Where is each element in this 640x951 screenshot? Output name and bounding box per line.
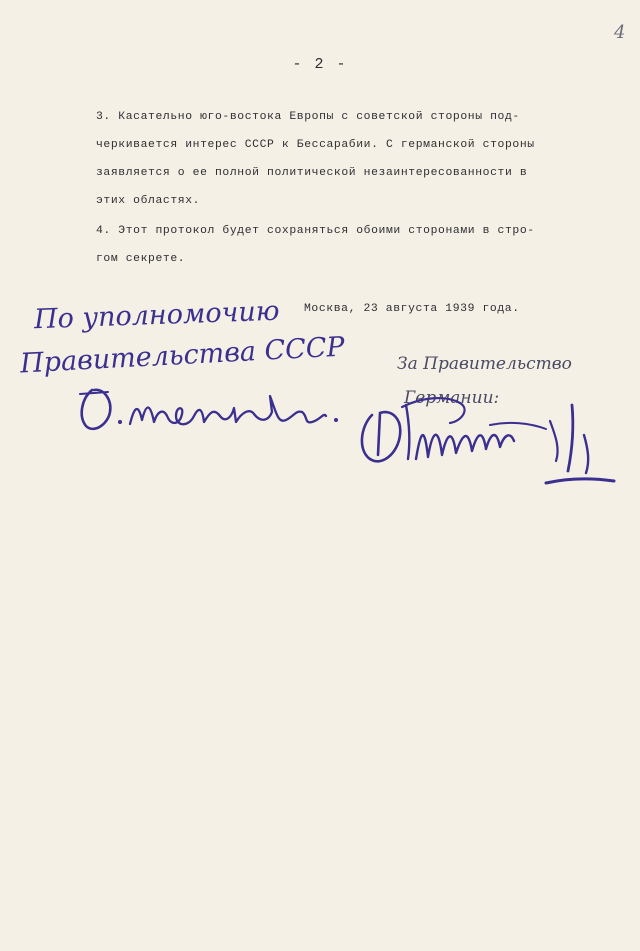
paragraph-3-line: этих областях. — [96, 195, 201, 207]
german-inscription-line: Германии: — [404, 388, 500, 408]
german-inscription-line: За Правительство — [397, 354, 572, 374]
page-number: - 2 - — [292, 56, 348, 73]
paragraph-3 — [96, 103, 616, 215]
paragraph-4-line: 4. Этот протокол будет сохраняться обоими сторонами в стро- — [96, 225, 535, 237]
archive-page-number: 4 — [614, 22, 626, 43]
paragraph-4-line: гом секрете. — [96, 253, 186, 265]
german-signature — [350, 375, 630, 495]
paragraph-3-line: заявляется о ее полной политической незаинтересованности в — [96, 167, 528, 179]
soviet-inscription-line: По уполномочию — [33, 295, 280, 336]
soviet-signature — [64, 372, 354, 442]
paragraph-3-line: черкивается интерес СССР к Бессарабии. С германской стороны — [96, 139, 535, 151]
place-and-date: Москва, 23 августа 1939 года. — [304, 303, 520, 315]
paragraph-4 — [96, 217, 616, 273]
paragraph-3-line: 3. Касательно юго-востока Европы с советской стороны под- — [96, 111, 520, 123]
soviet-inscription-line: Правительства СССР — [19, 331, 346, 380]
